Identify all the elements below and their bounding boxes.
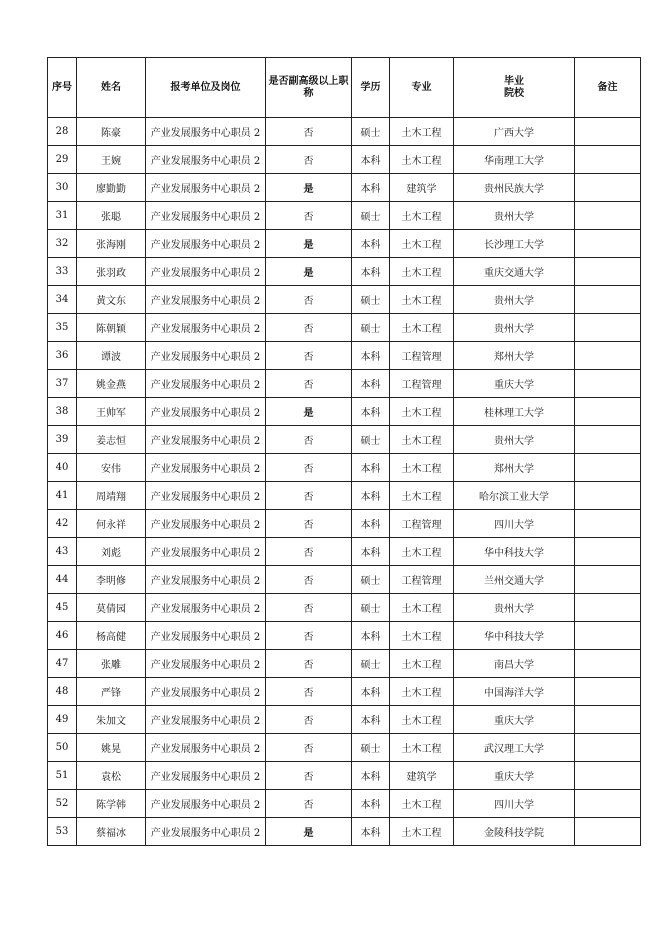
- cell-unit-position: 产业发展服务中心职员 2: [146, 146, 266, 174]
- table-row: [48, 706, 641, 734]
- cell-school: 南昌大学: [454, 650, 575, 678]
- cell-school: 桂林理工大学: [454, 398, 575, 426]
- cell-education: 硕士: [352, 202, 390, 230]
- table-header: [48, 58, 641, 118]
- cell-education: 本科: [352, 258, 390, 286]
- cell-senior-title: 是: [266, 398, 352, 426]
- cell-education: 本科: [352, 818, 390, 846]
- candidate-table: [47, 57, 641, 846]
- cell-senior-title: 是: [266, 818, 352, 846]
- cell-school: 华中科技大学: [454, 622, 575, 650]
- cell-remarks: [575, 594, 641, 622]
- cell-seq: 50: [48, 734, 77, 762]
- cell-seq: 47: [48, 650, 77, 678]
- cell-unit-position: 产业发展服务中心职员 2: [146, 622, 266, 650]
- cell-senior-title: 否: [266, 762, 352, 790]
- cell-seq: 48: [48, 678, 77, 706]
- cell-school: 重庆大学: [454, 762, 575, 790]
- cell-unit-position: 产业发展服务中心职员 2: [146, 538, 266, 566]
- cell-education: 本科: [352, 510, 390, 538]
- cell-senior-title: 否: [266, 734, 352, 762]
- cell-senior-title: 否: [266, 342, 352, 370]
- cell-school: 郑州大学: [454, 454, 575, 482]
- cell-unit-position: 产业发展服务中心职员 2: [146, 426, 266, 454]
- header-school: [454, 58, 575, 118]
- table-row: [48, 454, 641, 482]
- cell-senior-title: 否: [266, 790, 352, 818]
- cell-education: 本科: [352, 398, 390, 426]
- cell-senior-title: 是: [266, 230, 352, 258]
- header-education: 学历: [352, 58, 390, 118]
- header-row: [48, 58, 641, 118]
- table-row: [48, 678, 641, 706]
- cell-remarks: [575, 342, 641, 370]
- cell-education: 本科: [352, 230, 390, 258]
- cell-name: 姜志恒: [77, 426, 146, 454]
- cell-major: 土木工程: [390, 734, 454, 762]
- cell-school: 郑州大学: [454, 342, 575, 370]
- cell-senior-title: 否: [266, 118, 352, 146]
- header-name: 姓名: [77, 58, 146, 118]
- cell-education: 本科: [352, 454, 390, 482]
- cell-major: 工程管理: [390, 566, 454, 594]
- cell-education: 本科: [352, 174, 390, 202]
- cell-school: 重庆交通大学: [454, 258, 575, 286]
- cell-remarks: [575, 706, 641, 734]
- cell-education: 本科: [352, 790, 390, 818]
- cell-senior-title: 否: [266, 146, 352, 174]
- table-row: [48, 622, 641, 650]
- cell-remarks: [575, 734, 641, 762]
- cell-major: 土木工程: [390, 230, 454, 258]
- cell-remarks: [575, 314, 641, 342]
- cell-seq: 36: [48, 342, 77, 370]
- cell-remarks: [575, 650, 641, 678]
- cell-unit-position: 产业发展服务中心职员 2: [146, 678, 266, 706]
- cell-seq: 33: [48, 258, 77, 286]
- cell-major: 土木工程: [390, 202, 454, 230]
- cell-unit-position: 产业发展服务中心职员 2: [146, 706, 266, 734]
- table-row: [48, 790, 641, 818]
- cell-name: 张海刚: [77, 230, 146, 258]
- cell-seq: 29: [48, 146, 77, 174]
- table-row: [48, 734, 641, 762]
- cell-education: 硕士: [352, 594, 390, 622]
- cell-unit-position: 产业发展服务中心职员 2: [146, 566, 266, 594]
- cell-school: 贵州民族大学: [454, 174, 575, 202]
- header-school-line1: 毕业: [504, 75, 524, 87]
- table-row: [48, 230, 641, 258]
- cell-senior-title: 否: [266, 706, 352, 734]
- table-row: [48, 118, 641, 146]
- cell-major: 土木工程: [390, 538, 454, 566]
- cell-name: 张聪: [77, 202, 146, 230]
- cell-major: 土木工程: [390, 426, 454, 454]
- cell-unit-position: 产业发展服务中心职员 2: [146, 482, 266, 510]
- cell-school: 重庆大学: [454, 370, 575, 398]
- cell-school: 武汉理工大学: [454, 734, 575, 762]
- cell-seq: 39: [48, 426, 77, 454]
- header-senior-title-line1: 是否副高级以上职: [268, 75, 349, 87]
- cell-school: 华中科技大学: [454, 538, 575, 566]
- table-row: [48, 398, 641, 426]
- table-row: [48, 286, 641, 314]
- cell-major: 土木工程: [390, 258, 454, 286]
- cell-education: 本科: [352, 622, 390, 650]
- cell-senior-title: 否: [266, 566, 352, 594]
- cell-remarks: [575, 454, 641, 482]
- cell-major: 工程管理: [390, 510, 454, 538]
- cell-name: 严锋: [77, 678, 146, 706]
- cell-education: 本科: [352, 678, 390, 706]
- cell-senior-title: 否: [266, 622, 352, 650]
- header-school-line2: 院校: [504, 87, 524, 99]
- cell-education: 硕士: [352, 566, 390, 594]
- cell-school: 贵州大学: [454, 202, 575, 230]
- cell-seq: 40: [48, 454, 77, 482]
- cell-seq: 49: [48, 706, 77, 734]
- cell-education: 本科: [352, 146, 390, 174]
- cell-remarks: [575, 398, 641, 426]
- cell-education: 硕士: [352, 118, 390, 146]
- cell-unit-position: 产业发展服务中心职员 2: [146, 650, 266, 678]
- cell-seq: 45: [48, 594, 77, 622]
- cell-unit-position: 产业发展服务中心职员 2: [146, 202, 266, 230]
- cell-seq: 30: [48, 174, 77, 202]
- cell-education: 本科: [352, 762, 390, 790]
- cell-unit-position: 产业发展服务中心职员 2: [146, 454, 266, 482]
- cell-major: 土木工程: [390, 678, 454, 706]
- cell-seq: 34: [48, 286, 77, 314]
- cell-major: 建筑学: [390, 762, 454, 790]
- table-row: [48, 762, 641, 790]
- cell-major: 土木工程: [390, 818, 454, 846]
- cell-school: 中国海洋大学: [454, 678, 575, 706]
- cell-school: 金陵科技学院: [454, 818, 575, 846]
- cell-seq: 43: [48, 538, 77, 566]
- cell-senior-title: 否: [266, 510, 352, 538]
- cell-major: 建筑学: [390, 174, 454, 202]
- cell-education: 硕士: [352, 286, 390, 314]
- cell-senior-title: 否: [266, 370, 352, 398]
- cell-education: 硕士: [352, 426, 390, 454]
- cell-school: 贵州大学: [454, 314, 575, 342]
- cell-seq: 31: [48, 202, 77, 230]
- cell-senior-title: 是: [266, 258, 352, 286]
- cell-remarks: [575, 202, 641, 230]
- cell-seq: 35: [48, 314, 77, 342]
- cell-major: 土木工程: [390, 314, 454, 342]
- cell-remarks: [575, 622, 641, 650]
- cell-remarks: [575, 818, 641, 846]
- cell-name: 袁松: [77, 762, 146, 790]
- cell-education: 本科: [352, 706, 390, 734]
- cell-unit-position: 产业发展服务中心职员 2: [146, 398, 266, 426]
- cell-senior-title: 否: [266, 454, 352, 482]
- cell-major: 土木工程: [390, 118, 454, 146]
- cell-remarks: [575, 482, 641, 510]
- cell-major: 土木工程: [390, 650, 454, 678]
- cell-seq: 46: [48, 622, 77, 650]
- cell-seq: 44: [48, 566, 77, 594]
- header-senior-title: [266, 58, 352, 118]
- cell-unit-position: 产业发展服务中心职员 2: [146, 314, 266, 342]
- cell-remarks: [575, 790, 641, 818]
- cell-school: 长沙理工大学: [454, 230, 575, 258]
- cell-senior-title: 否: [266, 202, 352, 230]
- cell-unit-position: 产业发展服务中心职员 2: [146, 734, 266, 762]
- cell-school: 哈尔滨工业大学: [454, 482, 575, 510]
- table-row: [48, 342, 641, 370]
- cell-senior-title: 否: [266, 426, 352, 454]
- cell-senior-title: 否: [266, 314, 352, 342]
- cell-remarks: [575, 286, 641, 314]
- cell-name: 陈豪: [77, 118, 146, 146]
- cell-name: 杨高健: [77, 622, 146, 650]
- header-remarks: 备注: [575, 58, 641, 118]
- table-row: [48, 314, 641, 342]
- cell-remarks: [575, 370, 641, 398]
- cell-unit-position: 产业发展服务中心职员 2: [146, 258, 266, 286]
- cell-seq: 41: [48, 482, 77, 510]
- table-row: [48, 594, 641, 622]
- header-major: 专业: [390, 58, 454, 118]
- cell-education: 本科: [352, 370, 390, 398]
- cell-remarks: [575, 258, 641, 286]
- header-unit-position: 报考单位及岗位: [146, 58, 266, 118]
- table-row: [48, 650, 641, 678]
- table-body: [48, 118, 641, 846]
- cell-education: 本科: [352, 482, 390, 510]
- cell-name: 张羽政: [77, 258, 146, 286]
- cell-remarks: [575, 566, 641, 594]
- table-row: [48, 426, 641, 454]
- cell-major: 土木工程: [390, 622, 454, 650]
- cell-education: 硕士: [352, 734, 390, 762]
- cell-unit-position: 产业发展服务中心职员 2: [146, 762, 266, 790]
- cell-senior-title: 否: [266, 286, 352, 314]
- cell-major: 土木工程: [390, 790, 454, 818]
- cell-education: 硕士: [352, 650, 390, 678]
- cell-education: 本科: [352, 342, 390, 370]
- cell-unit-position: 产业发展服务中心职员 2: [146, 370, 266, 398]
- cell-major: 土木工程: [390, 594, 454, 622]
- cell-senior-title: 否: [266, 482, 352, 510]
- cell-name: 安伟: [77, 454, 146, 482]
- cell-name: 陈学韩: [77, 790, 146, 818]
- cell-name: 朱加文: [77, 706, 146, 734]
- cell-senior-title: 是: [266, 174, 352, 202]
- cell-education: 硕士: [352, 314, 390, 342]
- cell-major: 土木工程: [390, 146, 454, 174]
- cell-unit-position: 产业发展服务中心职员 2: [146, 510, 266, 538]
- cell-remarks: [575, 510, 641, 538]
- cell-senior-title: 否: [266, 678, 352, 706]
- table-row: [48, 146, 641, 174]
- cell-name: 莫倩园: [77, 594, 146, 622]
- header-senior-title-line2: 称: [303, 87, 314, 99]
- cell-seq: 32: [48, 230, 77, 258]
- cell-school: 四川大学: [454, 790, 575, 818]
- cell-school: 兰州交通大学: [454, 566, 575, 594]
- cell-unit-position: 产业发展服务中心职员 2: [146, 594, 266, 622]
- cell-school: 重庆大学: [454, 706, 575, 734]
- cell-name: 刘彪: [77, 538, 146, 566]
- cell-remarks: [575, 174, 641, 202]
- cell-seq: 28: [48, 118, 77, 146]
- cell-major: 土木工程: [390, 286, 454, 314]
- cell-major: 土木工程: [390, 454, 454, 482]
- cell-name: 黄文东: [77, 286, 146, 314]
- cell-major: 土木工程: [390, 398, 454, 426]
- cell-school: 贵州大学: [454, 426, 575, 454]
- cell-name: 李明修: [77, 566, 146, 594]
- table-row: [48, 818, 641, 846]
- cell-seq: 37: [48, 370, 77, 398]
- cell-seq: 51: [48, 762, 77, 790]
- cell-remarks: [575, 762, 641, 790]
- cell-major: 土木工程: [390, 482, 454, 510]
- cell-remarks: [575, 538, 641, 566]
- cell-remarks: [575, 146, 641, 174]
- cell-unit-position: 产业发展服务中心职员 2: [146, 230, 266, 258]
- cell-name: 张雕: [77, 650, 146, 678]
- table-row: [48, 538, 641, 566]
- cell-school: 贵州大学: [454, 594, 575, 622]
- cell-name: 陈朝颖: [77, 314, 146, 342]
- cell-name: 姚金燕: [77, 370, 146, 398]
- cell-unit-position: 产业发展服务中心职员 2: [146, 342, 266, 370]
- cell-seq: 53: [48, 818, 77, 846]
- cell-senior-title: 否: [266, 650, 352, 678]
- cell-school: 广西大学: [454, 118, 575, 146]
- cell-major: 工程管理: [390, 342, 454, 370]
- cell-education: 本科: [352, 538, 390, 566]
- cell-remarks: [575, 678, 641, 706]
- table-row: [48, 566, 641, 594]
- table-row: [48, 202, 641, 230]
- cell-unit-position: 产业发展服务中心职员 2: [146, 818, 266, 846]
- cell-major: 工程管理: [390, 370, 454, 398]
- cell-name: 廖勤勤: [77, 174, 146, 202]
- cell-remarks: [575, 230, 641, 258]
- cell-name: 周靖翔: [77, 482, 146, 510]
- cell-unit-position: 产业发展服务中心职员 2: [146, 174, 266, 202]
- cell-name: 何永祥: [77, 510, 146, 538]
- cell-seq: 42: [48, 510, 77, 538]
- cell-remarks: [575, 426, 641, 454]
- cell-seq: 38: [48, 398, 77, 426]
- cell-school: 华南理工大学: [454, 146, 575, 174]
- cell-school: 四川大学: [454, 510, 575, 538]
- cell-unit-position: 产业发展服务中心职员 2: [146, 118, 266, 146]
- cell-name: 王婉: [77, 146, 146, 174]
- cell-name: 蔡福冰: [77, 818, 146, 846]
- cell-name: 谭波: [77, 342, 146, 370]
- cell-senior-title: 否: [266, 538, 352, 566]
- table-row: [48, 370, 641, 398]
- cell-name: 姚晃: [77, 734, 146, 762]
- cell-unit-position: 产业发展服务中心职员 2: [146, 286, 266, 314]
- table-row: [48, 174, 641, 202]
- cell-name: 王帅军: [77, 398, 146, 426]
- table-row: [48, 510, 641, 538]
- header-seq: 序号: [48, 58, 77, 118]
- cell-seq: 52: [48, 790, 77, 818]
- cell-remarks: [575, 118, 641, 146]
- cell-major: 土木工程: [390, 706, 454, 734]
- table-row: [48, 482, 641, 510]
- table-row: [48, 258, 641, 286]
- cell-senior-title: 否: [266, 594, 352, 622]
- cell-unit-position: 产业发展服务中心职员 2: [146, 790, 266, 818]
- cell-school: 贵州大学: [454, 286, 575, 314]
